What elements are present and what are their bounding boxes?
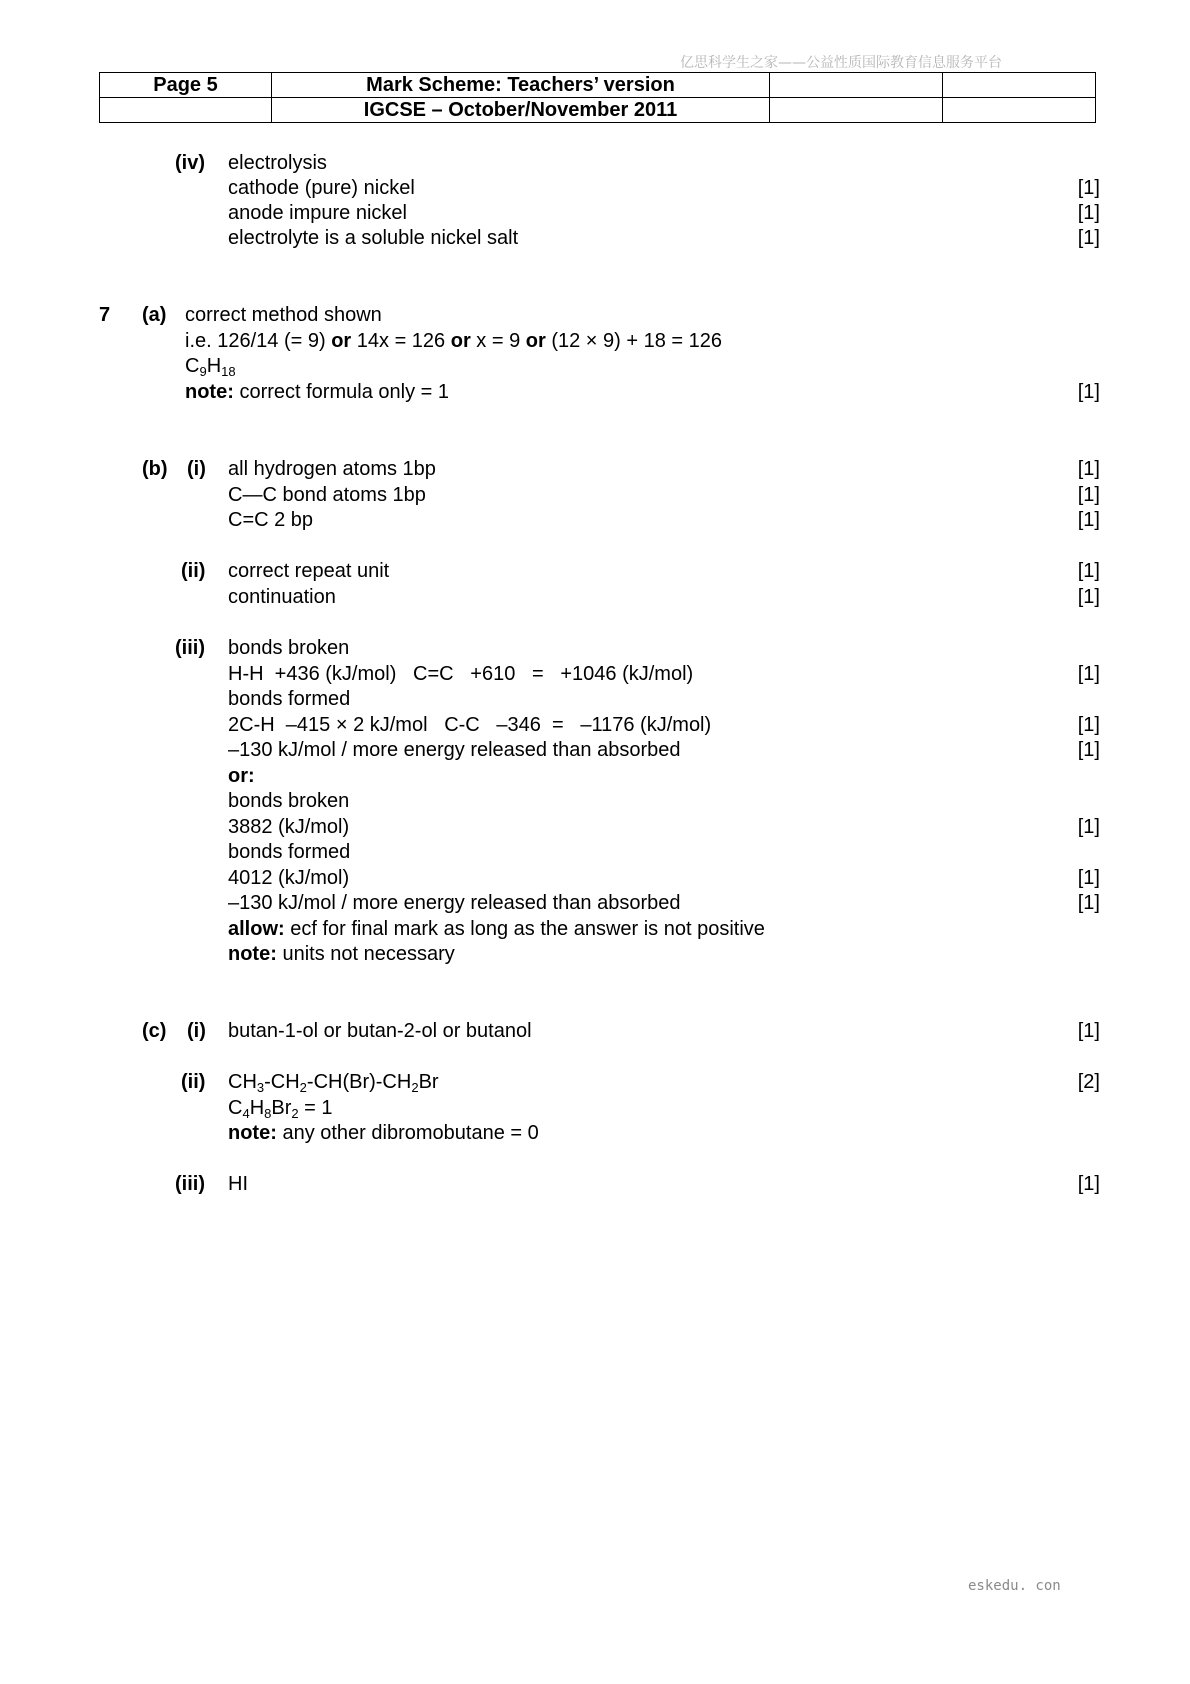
note-line: note: any other dibromobutane = 0 bbox=[228, 1122, 539, 1144]
note-line: note: correct formula only = 1 bbox=[185, 381, 449, 403]
answer-line: continuation bbox=[228, 586, 336, 608]
formula-dibromobutane: $CH_3-CH_2-CH(Br)-CH_2Br$ bbox=[228, 1071, 439, 1095]
header-empty-cell bbox=[100, 98, 272, 123]
mark: [1] bbox=[1077, 227, 1100, 249]
formula-c4h8br2: $C_4H_8Br_2 = 1$ bbox=[228, 1097, 333, 1121]
mark: [1] bbox=[1077, 714, 1100, 736]
answer-line: 4012 (kJ/mol) bbox=[228, 867, 350, 889]
answer-line: 2C-H –415 × 2 kJ/mol C-C –346 = –1176 (kJ/mol) bbox=[228, 714, 712, 736]
header-empty-cell bbox=[943, 73, 1096, 98]
header-table bbox=[99, 72, 1096, 123]
answer-line: H-H +436 (kJ/mol) C=C +610 = +1046 (kJ/mol) bbox=[228, 663, 694, 685]
q7-b-iii-label: (iii) bbox=[175, 637, 205, 659]
header-empty-cell bbox=[770, 98, 943, 123]
mark: [1] bbox=[1077, 202, 1100, 224]
header-subtitle: IGCSE – October/November 2011 bbox=[272, 98, 770, 123]
footer-watermark: eskedu. con bbox=[968, 1578, 1061, 1594]
note-line: note: units not necessary bbox=[228, 943, 455, 965]
mark: [1] bbox=[1077, 867, 1100, 889]
answer-line: HI bbox=[228, 1173, 248, 1195]
answer-line: electrolysis bbox=[228, 152, 327, 174]
q7-b-i-label: (i) bbox=[187, 458, 206, 480]
answer-line: all hydrogen atoms 1bp bbox=[228, 458, 436, 480]
header-empty-cell bbox=[943, 98, 1096, 123]
mark: [1] bbox=[1077, 458, 1100, 480]
q7-c-label: (c) bbox=[142, 1020, 167, 1042]
mark: [1] bbox=[1077, 739, 1100, 761]
mark: [1] bbox=[1077, 1020, 1100, 1042]
question-number: 7 bbox=[99, 304, 111, 326]
mark: [1] bbox=[1077, 892, 1100, 914]
header-empty-cell bbox=[770, 73, 943, 98]
q7-a-label: (a) bbox=[142, 304, 167, 326]
watermark: 亿思科学生之家——公益性质国际教育信息服务平台 bbox=[680, 55, 1002, 71]
mark: [2] bbox=[1077, 1071, 1100, 1093]
page-number: Page 5 bbox=[100, 73, 272, 98]
answer-line: bonds formed bbox=[228, 841, 351, 863]
q7-c-ii-label: (ii) bbox=[181, 1071, 206, 1093]
answer-line: anode impure nickel bbox=[228, 202, 407, 224]
header-title: Mark Scheme: Teachers’ version bbox=[272, 73, 770, 98]
q7-c-i-label: (i) bbox=[187, 1020, 206, 1042]
answer-line: 3882 (kJ/mol) bbox=[228, 816, 350, 838]
answer-line: electrolyte is a soluble nickel salt bbox=[228, 227, 519, 249]
mark: [1] bbox=[1077, 509, 1100, 531]
q7-c-iii-label: (iii) bbox=[175, 1173, 205, 1195]
mark: [1] bbox=[1077, 177, 1100, 199]
answer-line: or: bbox=[228, 765, 255, 787]
answer-line: –130 kJ/mol / more energy released than absorbed bbox=[228, 892, 681, 914]
answer-line: correct method shown bbox=[185, 304, 382, 326]
formula-c9h18: $C_9H_{18}$ bbox=[185, 355, 236, 379]
answer-line: –130 kJ/mol / more energy released than absorbed bbox=[228, 739, 681, 761]
q7-b-ii-label: (ii) bbox=[181, 560, 206, 582]
q7-b-label: (b) bbox=[142, 458, 168, 480]
mark: [1] bbox=[1077, 1173, 1100, 1195]
allow-line: allow: ecf for final mark as long as the answer is not positive bbox=[228, 918, 765, 940]
mark: [1] bbox=[1077, 560, 1100, 582]
mark: [1] bbox=[1077, 484, 1100, 506]
q6-iv-label: (iv) bbox=[175, 152, 205, 174]
answer-line: butan-1-ol or butan-2-ol or butanol bbox=[228, 1020, 532, 1042]
method-line: i.e. 126/14 (= 9) or 14x = 126 or x = 9 or (12 × 9) + 18 = 126 bbox=[185, 330, 723, 352]
answer-line: correct repeat unit bbox=[228, 560, 390, 582]
answer-line: C=C 2 bp bbox=[228, 509, 314, 531]
mark: [1] bbox=[1077, 381, 1100, 403]
answer-line: cathode (pure) nickel bbox=[228, 177, 415, 199]
answer-line: C—C bond atoms 1bp bbox=[228, 484, 426, 506]
mark: [1] bbox=[1077, 816, 1100, 838]
answer-line: bonds broken bbox=[228, 637, 350, 659]
mark: [1] bbox=[1077, 586, 1100, 608]
answer-line: bonds formed bbox=[228, 688, 351, 710]
answer-line: bonds broken bbox=[228, 790, 350, 812]
mark: [1] bbox=[1077, 663, 1100, 685]
